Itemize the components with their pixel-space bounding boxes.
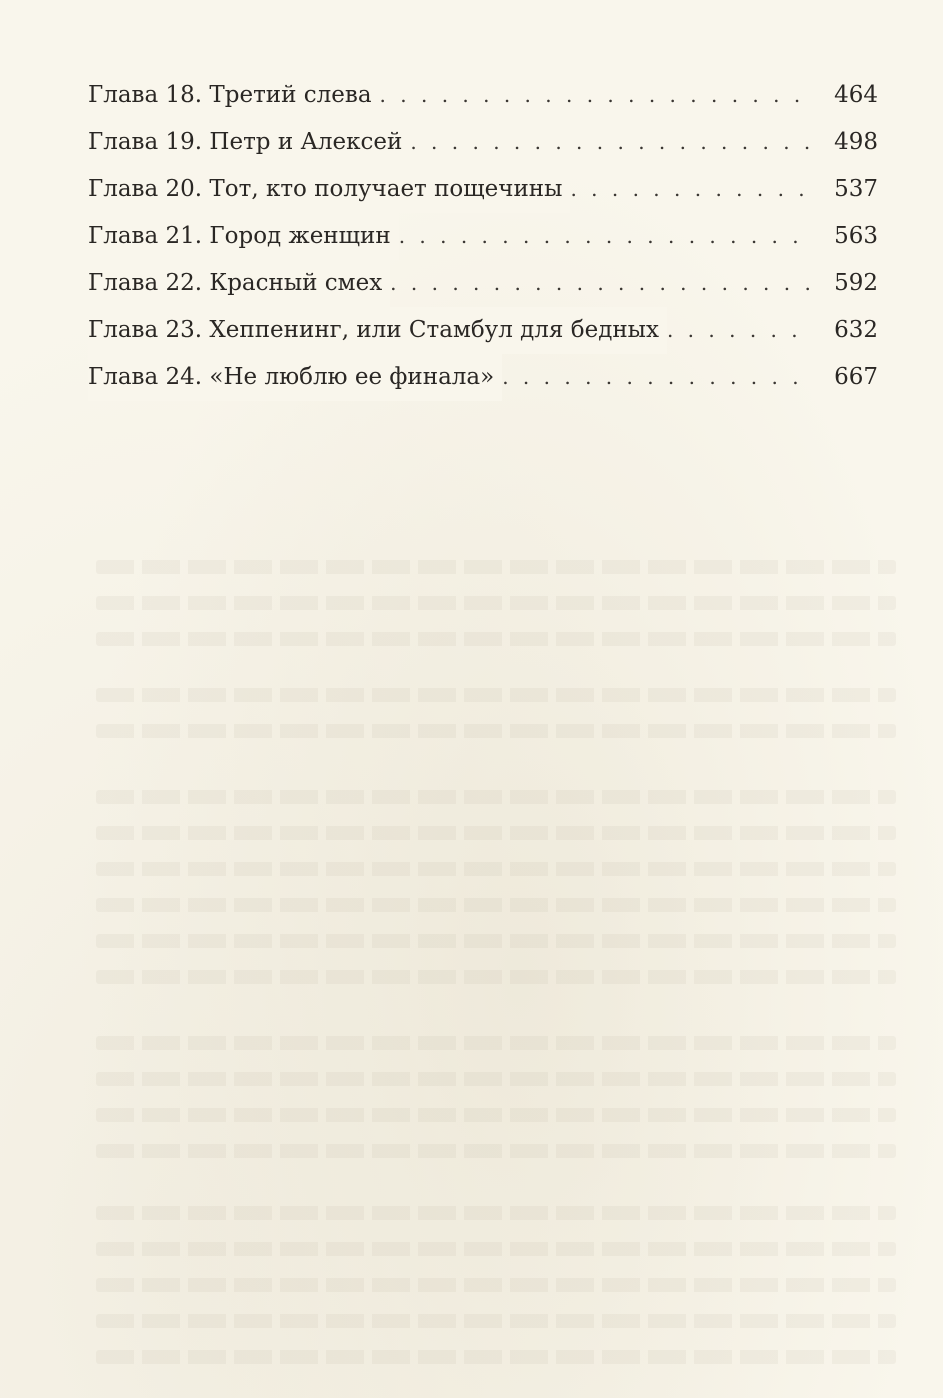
toc-entry — [88, 119, 878, 166]
bleed-through-line — [96, 1144, 896, 1158]
bleed-through-line — [96, 1278, 896, 1292]
bleed-through-line — [96, 790, 896, 804]
toc-entry-title: Глава 24. «Не люблю ее финала» — [88, 354, 502, 401]
bleed-through-line — [96, 862, 896, 876]
toc-entry-title: Глава 23. Хеппенинг, или Стамбул для бедных — [88, 307, 667, 354]
bleed-through-line — [96, 826, 896, 840]
bleed-through-line — [96, 560, 896, 574]
toc-leader-dots — [570, 166, 812, 213]
toc-entry — [88, 307, 878, 354]
toc-entry-page: 563 — [812, 213, 878, 260]
toc-entry-title: Глава 20. Тот, кто получает пощечины — [88, 166, 570, 213]
bleed-through-line — [96, 688, 896, 702]
bleed-through-line — [96, 1350, 896, 1364]
toc-entry-page: 632 — [812, 307, 878, 354]
toc-leader-dots — [380, 72, 812, 119]
toc-entry-page: 592 — [812, 260, 878, 307]
toc-entry — [88, 72, 878, 119]
toc-entry — [88, 260, 878, 307]
bleed-through-line — [96, 1206, 896, 1220]
toc-entry-page: 498 — [812, 119, 878, 166]
toc-entry — [88, 213, 878, 260]
bleed-through-line — [96, 1036, 896, 1050]
toc-leader-dots — [390, 260, 812, 307]
toc-entry-title: Глава 21. Город женщин — [88, 213, 399, 260]
bleed-through-line — [96, 596, 896, 610]
toc-leader-dots — [502, 354, 812, 401]
toc-entry-title: Глава 22. Красный смех — [88, 260, 390, 307]
toc-entry-title: Глава 18. Третий слева — [88, 72, 380, 119]
bleed-through-line — [96, 632, 896, 646]
bleed-through-line — [96, 934, 896, 948]
bleed-through-line — [96, 970, 896, 984]
bleed-through-line — [96, 1108, 896, 1122]
bleed-through-line — [96, 1242, 896, 1256]
toc-leader-dots — [410, 119, 812, 166]
toc-entry-page: 537 — [812, 166, 878, 213]
toc-entry — [88, 354, 878, 401]
bleed-through-line — [96, 724, 896, 738]
toc-entry — [88, 166, 878, 213]
bleed-through-line — [96, 1314, 896, 1328]
toc-entry-page: 464 — [812, 72, 878, 119]
table-of-contents — [88, 72, 878, 401]
bleed-through-line — [96, 1072, 896, 1086]
toc-leader-dots — [667, 307, 812, 354]
toc-entry-page: 667 — [812, 354, 878, 401]
toc-leader-dots — [399, 213, 812, 260]
toc-entry-title: Глава 19. Петр и Алексей — [88, 119, 410, 166]
bleed-through-line — [96, 898, 896, 912]
